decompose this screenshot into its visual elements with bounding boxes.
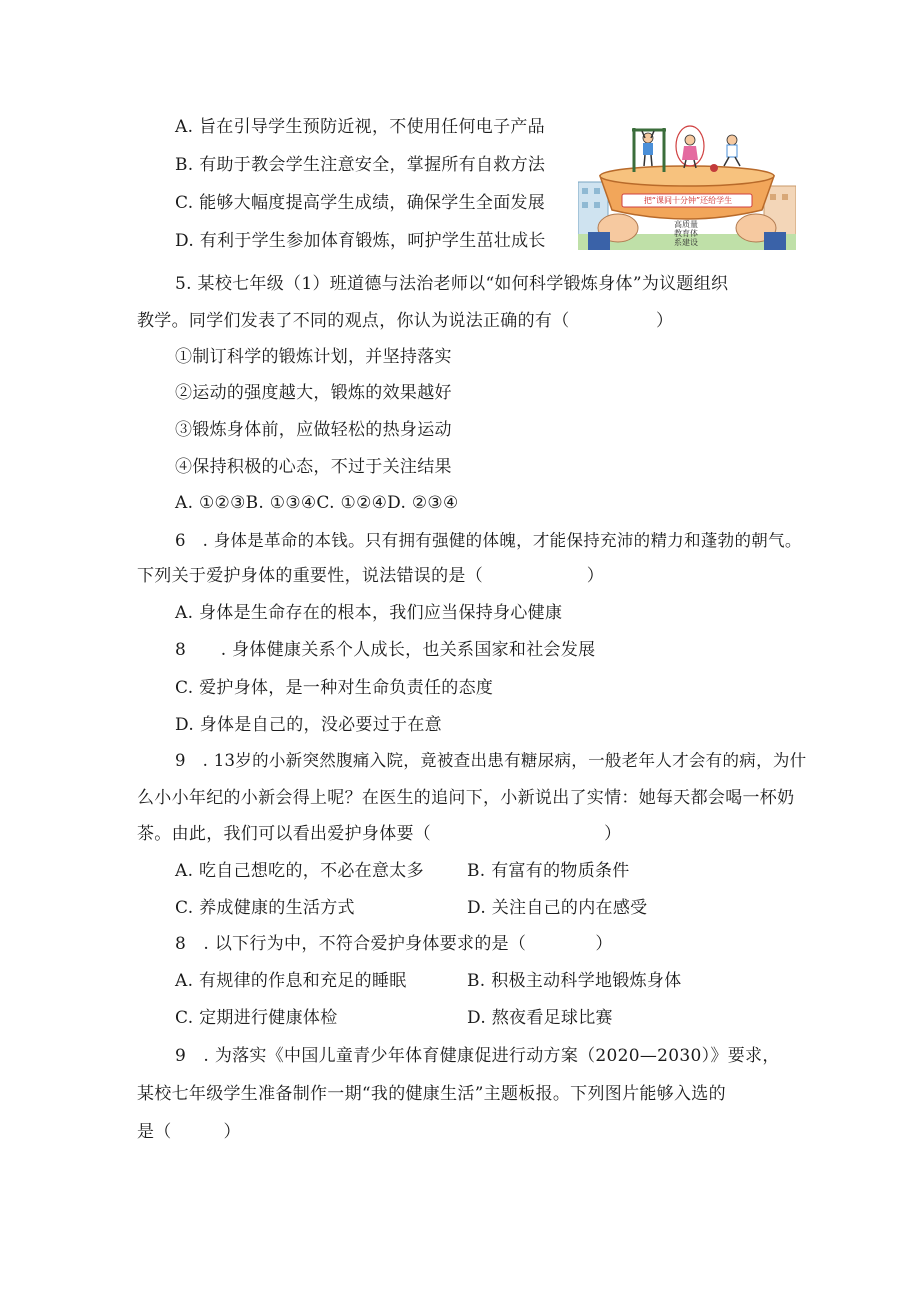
q6-option-d: D. 身体是自己的，没必要过于在意: [175, 715, 442, 735]
q5-item-2: ②运动的强度越大，锻炼的效果越好: [175, 383, 452, 403]
q6-option-b: 8 . 身体健康关系个人成长，也关系国家和社会发展: [175, 640, 596, 660]
q5-item-1: ①制订科学的锻炼计划，并坚持落实: [175, 347, 452, 367]
q9-stem-line-2: 某校七年级学生准备制作一期“我的健康生活”主题板报。下列图片能够入选的: [137, 1084, 726, 1104]
q6-option-a: A. 身体是生命存在的根本，我们应当保持身心健康: [175, 603, 563, 623]
q4-option-c: C. 能够大幅度提高学生成绩，确保学生全面发展: [175, 193, 546, 213]
q7-option-d: D. 关注自己的内在感受: [467, 898, 648, 918]
cartoon-caption-line-3: 系建设: [674, 238, 698, 247]
q9-stem-line-1: 9 . 为落实《中国儿童青少年体育健康促进行动方案（2020—2030）》要求，: [175, 1046, 780, 1066]
cartoon-caption-line-1: 高质量: [674, 220, 698, 229]
q4-option-b: B. 有助于教会学生注意安全，掌握所有自救方法: [175, 155, 546, 175]
q8-option-c: C. 定期进行健康体检: [175, 1008, 338, 1028]
q7-option-b: B. 有富有的物质条件: [467, 861, 630, 881]
q7-option-c: C. 养成健康的生活方式: [175, 898, 355, 918]
q7-stem-line-1: 9 . 13岁的小新突然腹痛入院，竟被查出患有糖尿病，一般老年人才会有的病，为什: [175, 751, 807, 770]
q5-options: A. ①②③B. ①③④C. ①②④D. ②③④: [175, 493, 459, 513]
q7-stem-line-2: 么小小年纪的小新会得上呢？在医生的追问下，小新说出了实情：她每天都会喝一杯奶: [137, 788, 795, 808]
q5-item-3: ③锻炼身体前，应做轻松的热身运动: [175, 420, 452, 440]
q6-option-c: C. 爱护身体，是一种对生命负责任的态度: [175, 678, 494, 698]
q4-option-a: A. 旨在引导学生预防近视，不使用任何电子产品: [175, 117, 545, 137]
q8-stem: 8 . 以下行为中，不符合爱护身体要求的是（ ）: [175, 934, 613, 954]
q9-stem-line-3: 是（ ）: [137, 1122, 241, 1142]
q8-option-a: A. 有规律的作息和充足的睡眠: [175, 971, 407, 991]
q7-stem-line-3: 茶。由此，我们可以看出爱护身体要（ ）: [137, 824, 622, 844]
q8-option-b: B. 积极主动科学地锻炼身体: [467, 971, 682, 991]
q5-item-4: ④保持积极的心态，不过于关注结果: [175, 457, 452, 477]
q7-option-a: A. 吃自己想吃的，不必在意太多: [175, 861, 424, 881]
q8-option-d: D. 熬夜看足球比赛: [467, 1008, 613, 1028]
q6-stem-line-2: 下列关于爱护身体的重要性，说法错误的是（ ）: [137, 566, 605, 586]
q5-stem-line-1: 5. 某校七年级（1）班道德与法治老师以“如何科学锻炼身体”为议题组织: [175, 274, 729, 294]
cartoon-caption-line-2: 教育体: [674, 229, 698, 238]
q4-option-d: D. 有利于学生参加体育锻炼，呵护学生茁壮成长: [175, 231, 546, 251]
q5-stem-line-2: 教学。同学们发表了不同的观点，你认为说法正确的有（ ）: [137, 311, 674, 331]
q4-cartoon-figure: [578, 124, 796, 250]
q6-stem-line-1: 6 . 身体是革命的本钱。只有拥有强健的体魄，才能保持充沛的精力和蓬勃的朝气。: [175, 531, 802, 550]
cartoon-banner-text: 把“课间十分钟”还给学生: [643, 196, 733, 205]
